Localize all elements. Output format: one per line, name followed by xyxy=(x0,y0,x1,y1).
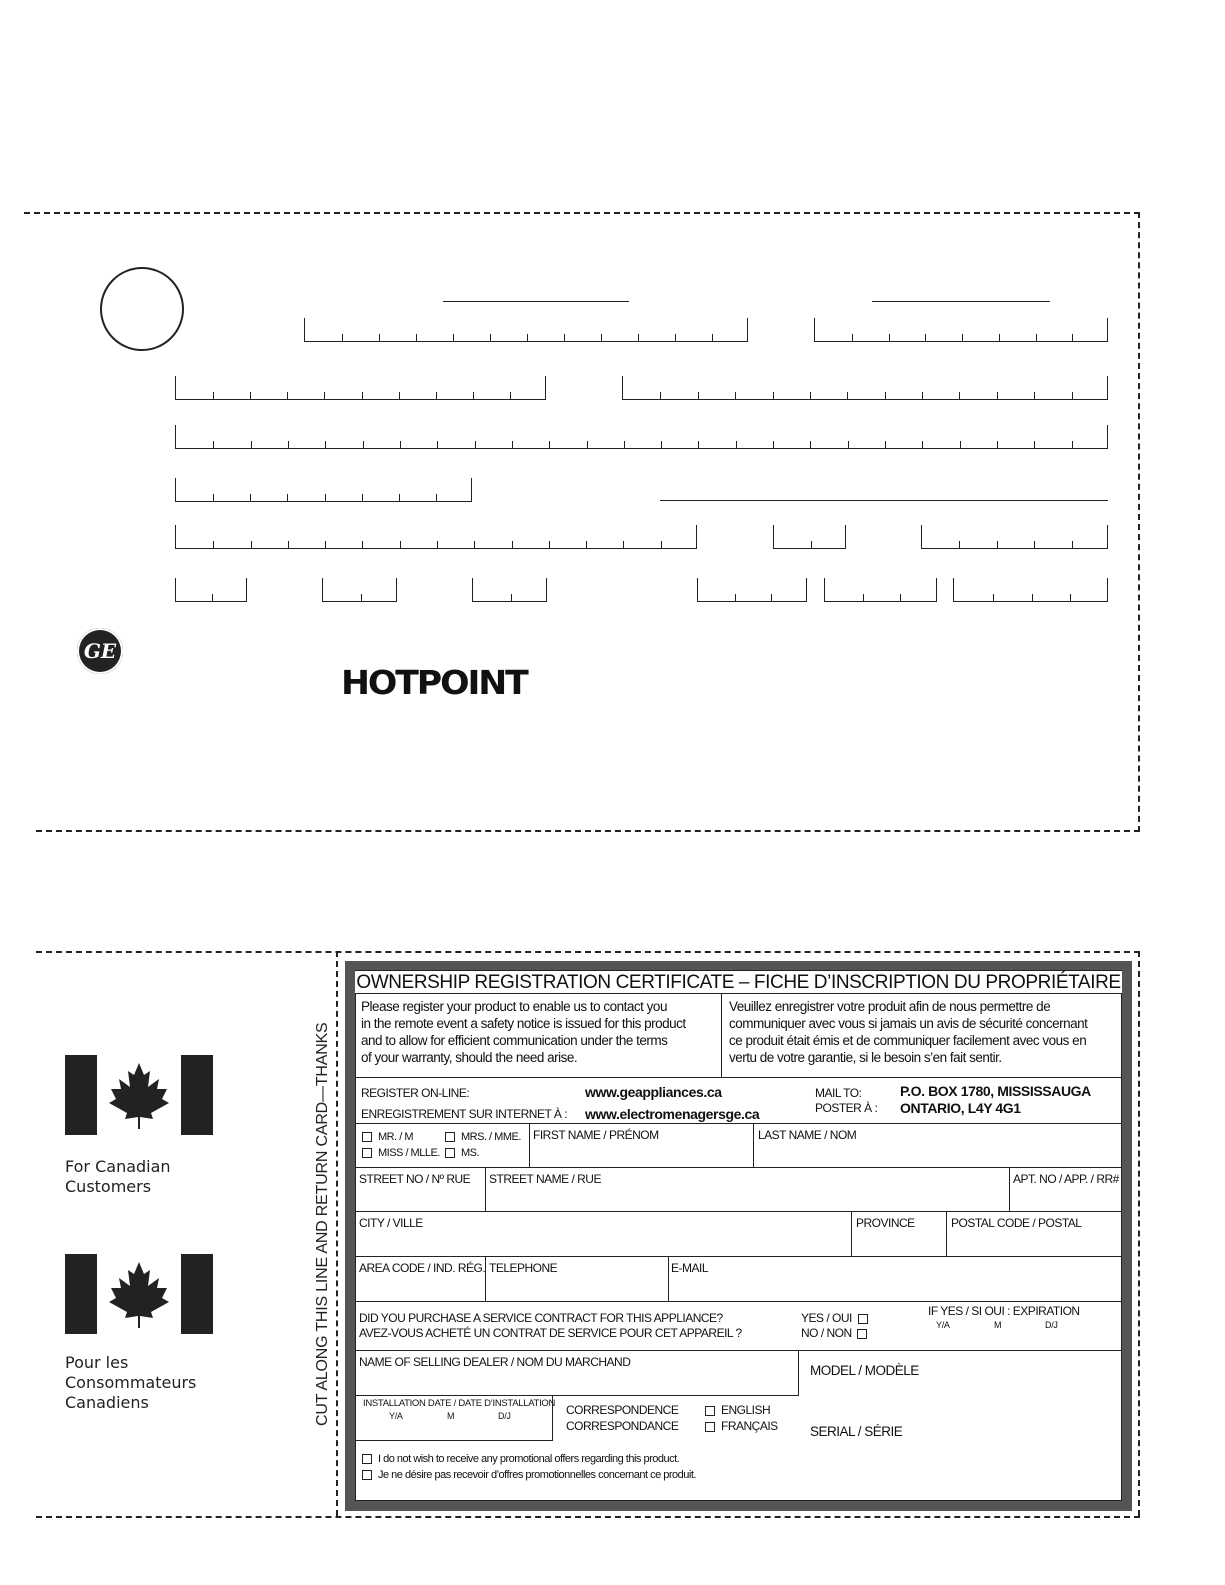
cut-instruction: CUT ALONG THIS LINE AND RETURN CARD—THANKS xyxy=(314,1022,331,1426)
ge-monogram-icon: GE xyxy=(77,628,123,674)
francais-checkbox[interactable]: FRANÇAIS xyxy=(705,1419,778,1433)
write-in-box[interactable] xyxy=(953,578,1108,602)
title-miss-checkbox[interactable]: MISS / MLLE. xyxy=(362,1147,440,1159)
correspondence-label: CORRESPONDENCE xyxy=(566,1403,679,1417)
grid-line xyxy=(529,1123,530,1167)
city-field[interactable]: CITY / VILLE xyxy=(359,1216,423,1230)
stamp-circle xyxy=(100,267,184,351)
service-contract-question-fr: AVEZ-VOUS ACHETÉ UN CONTRAT DE SERVICE POUR CET APPAREIL ? xyxy=(359,1326,742,1340)
title-mrs-checkbox[interactable]: MRS. / MME. xyxy=(445,1131,521,1143)
hotpoint-logo: HOTPOINT xyxy=(341,663,527,702)
write-in-box[interactable] xyxy=(175,578,247,602)
intro-english: Please register your product to enable us to contact you in the remote event a safety notice is issued for this product and to allow for efficient communication under the terms of your warranty, should the need arise. xyxy=(361,999,686,1065)
serial-field[interactable]: SERIAL / SÉRIE xyxy=(810,1424,903,1439)
grid-line xyxy=(668,1256,669,1301)
bottom-cut-line-bottom xyxy=(36,1516,1140,1518)
write-in-box[interactable] xyxy=(175,376,546,400)
top-card-cut-line-bottom xyxy=(36,830,1140,832)
write-in-box[interactable] xyxy=(175,525,697,549)
url-french[interactable]: www.electromenagersge.ca xyxy=(585,1106,760,1122)
header-rule-3 xyxy=(660,500,1108,501)
card-fold-line xyxy=(336,951,338,1516)
street-no-field[interactable]: STREET NO / Nº RUE xyxy=(359,1172,471,1186)
mailing-address-line-2: ONTARIO, L4Y 4G1 xyxy=(900,1100,1021,1116)
email-field[interactable]: E-MAIL xyxy=(671,1261,709,1275)
write-in-box[interactable] xyxy=(175,425,1108,449)
expiration-year[interactable]: Y/A xyxy=(936,1320,950,1330)
grid-line xyxy=(355,1167,1122,1168)
grid-line xyxy=(851,1211,852,1256)
optout-french-checkbox[interactable]: Je ne désire pas recevoir d’offres promotionnelles concernant ce produit. xyxy=(362,1469,696,1481)
header-rule-1 xyxy=(443,301,629,302)
expiration-month[interactable]: M xyxy=(994,1320,1002,1330)
flag-caption-english: For Canadian Customers xyxy=(65,1157,171,1196)
intro-french: Veuillez enregistrer votre produit afin de nous permettre de communiquer avec vous si jamais un avis de sécurité concernant ce produit était émis et de communiquer facilement avec vous en vertu de votre garantie, si le besoin s’en fait sentir. xyxy=(729,999,1088,1065)
english-checkbox[interactable]: ENGLISH xyxy=(705,1403,770,1417)
grid-line xyxy=(355,1123,1122,1124)
grid-line xyxy=(355,1395,799,1396)
postal-code-field[interactable]: POSTAL CODE / POSTAL xyxy=(951,1216,1082,1230)
write-in-box[interactable] xyxy=(773,525,846,549)
write-in-box[interactable] xyxy=(304,318,748,342)
top-card-cut-line-right xyxy=(1138,212,1140,832)
url-english[interactable]: www.geappliances.ca xyxy=(585,1084,722,1100)
grid-line xyxy=(355,1256,1122,1257)
street-name-field[interactable]: STREET NAME / RUE xyxy=(489,1172,601,1186)
apt-no-field[interactable]: APT. NO / APP. / RR# xyxy=(1013,1172,1119,1186)
last-name-field[interactable]: LAST NAME / NOM xyxy=(758,1128,857,1142)
certificate-title: OWNERSHIP REGISTRATION CERTIFICATE – FICHE D’INSCRIPTION DU PROPRIÉTAIRE xyxy=(356,972,1121,993)
register-online-label: REGISTER ON-LINE: xyxy=(361,1086,470,1100)
canadian-flag-icon xyxy=(65,1254,213,1334)
installation-day[interactable]: D/J xyxy=(498,1411,511,1421)
optout-english-checkbox[interactable]: I do not wish to receive any promotional offers regarding this product. xyxy=(362,1453,679,1465)
grid-line xyxy=(753,1123,754,1167)
title-ms-checkbox[interactable]: MS. xyxy=(445,1147,479,1159)
installation-date-label: INSTALLATION DATE / DATE D’INSTALLATION xyxy=(363,1398,556,1409)
grid-line xyxy=(355,1211,1122,1212)
grid-line xyxy=(355,1077,1122,1078)
service-no-checkbox[interactable]: NO / NON xyxy=(801,1326,873,1340)
area-code-field[interactable]: AREA CODE / IND. RÉG. xyxy=(359,1261,486,1275)
write-in-box[interactable] xyxy=(921,525,1108,549)
mail-to-label: MAIL TO: xyxy=(815,1086,862,1100)
grid-line xyxy=(485,1167,486,1211)
expiration-day[interactable]: D/J xyxy=(1045,1320,1058,1330)
grid-line xyxy=(1009,1167,1010,1211)
correspondance-label: CORRESPONDANCE xyxy=(566,1419,679,1433)
grid-line xyxy=(355,993,1122,994)
telephone-field[interactable]: TELEPHONE xyxy=(489,1261,558,1275)
top-card-cut-line-top xyxy=(24,212,1140,214)
service-yes-checkbox[interactable]: YES / OUI xyxy=(801,1311,874,1325)
canadian-flag-icon xyxy=(65,1055,213,1135)
write-in-box[interactable] xyxy=(824,578,937,602)
service-contract-question: DID YOU PURCHASE A SERVICE CONTRACT FOR THIS APPLIANCE? xyxy=(359,1311,723,1325)
grid-line xyxy=(946,1211,947,1256)
expiration-label: IF YES / SI OUI : EXPIRATION xyxy=(928,1304,1080,1318)
installation-month[interactable]: M xyxy=(447,1411,455,1421)
grid-line xyxy=(355,1301,1122,1302)
grid-line xyxy=(721,993,722,1077)
title-mr-checkbox[interactable]: MR. / M xyxy=(362,1131,413,1143)
write-in-box[interactable] xyxy=(814,318,1108,342)
first-name-field[interactable]: FIRST NAME / PRÉNOM xyxy=(533,1128,659,1142)
dealer-name-field[interactable]: NAME OF SELLING DEALER / NOM DU MARCHAND xyxy=(359,1355,631,1369)
write-in-box[interactable] xyxy=(175,478,472,502)
grid-line xyxy=(355,1350,1122,1351)
bottom-cut-line-top xyxy=(36,951,1140,953)
flag-caption-french: Pour les Consommateurs Canadiens xyxy=(65,1353,197,1412)
header-rule-2 xyxy=(872,301,1050,302)
poster-a-label: POSTER À : xyxy=(815,1101,878,1115)
write-in-box[interactable] xyxy=(322,578,397,602)
bottom-cut-line-right xyxy=(1138,951,1140,1516)
grid-line xyxy=(798,1350,799,1396)
mailing-address-line-1: P.O. BOX 1780, MISSISSAUGA xyxy=(900,1083,1091,1099)
model-field[interactable]: MODEL / MODÈLE xyxy=(810,1363,919,1378)
register-online-label-fr: ENREGISTREMENT SUR INTERNET À : xyxy=(361,1107,568,1121)
write-in-box[interactable] xyxy=(697,578,807,602)
write-in-box[interactable] xyxy=(622,376,1108,400)
write-in-box[interactable] xyxy=(472,578,547,602)
installation-year[interactable]: Y/A xyxy=(389,1411,403,1421)
grid-line xyxy=(355,1440,553,1441)
province-field[interactable]: PROVINCE xyxy=(856,1216,915,1230)
